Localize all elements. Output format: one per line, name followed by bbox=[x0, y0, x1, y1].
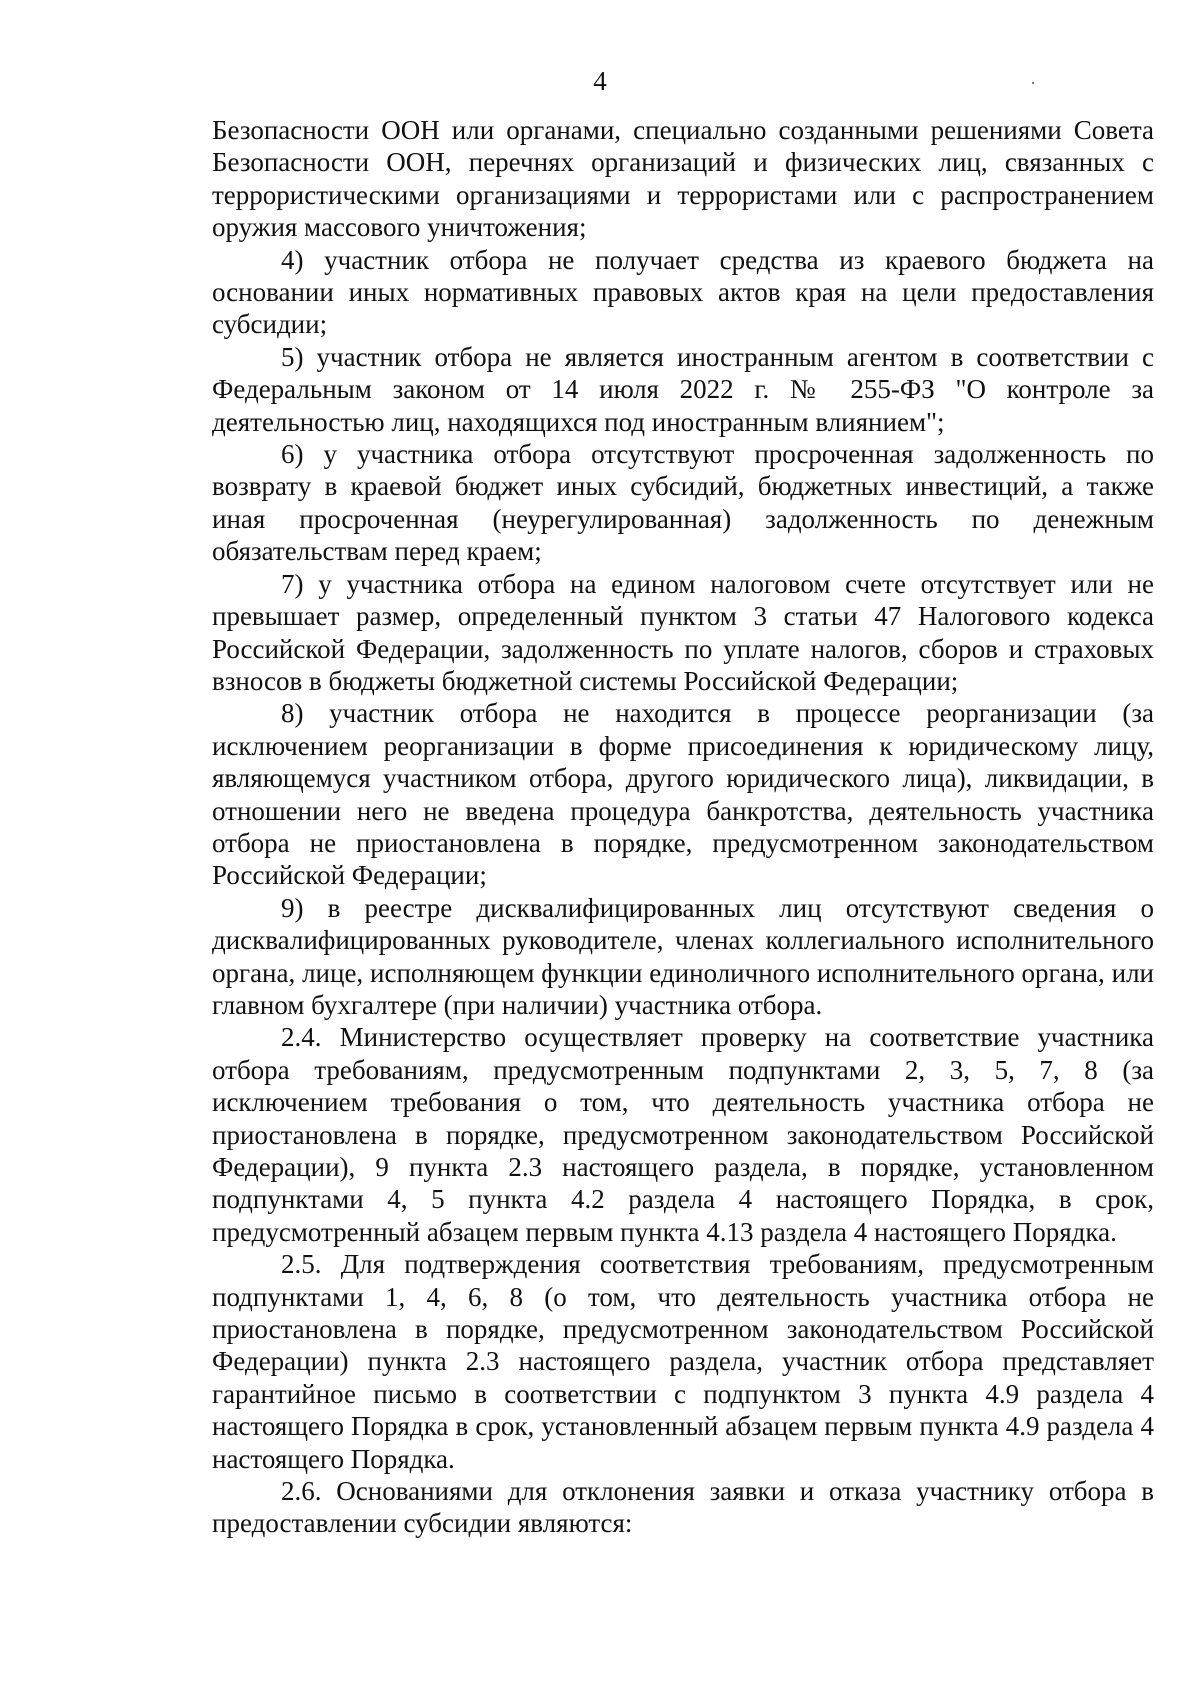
page-number: 4 bbox=[593, 66, 607, 96]
paragraph-continuation: Безопасности ООН или органами, специально созданными решениями Совета Безопасности ООН, перечнях организаций и физических лиц, связанных с террористическими организациями и террористами или с распространением оружия массового уничтожения; bbox=[212, 115, 1154, 243]
paragraph-2-4: 2.4. Министерство осуществляет проверку на соответствие участника отбора требованиям, предусмотренным подпунктами 2, 3, 5, 7, 8 (за исключением требования о том, что деятельность участника отбора не приостановлена в порядке, предусмотренном законодательством Российской Федерации), 9 пункта 2.3 настоящего раздела, в порядке, установленном подпунктами 4, 5 пункта 4.2 раздела 4 настоящего Порядка, в срок, предусмотренный абзацем первым пункта 4.13 раздела 4 настоящего Порядка. bbox=[212, 1022, 1154, 1247]
paragraph-item-7: 7) у участника отбора на едином налоговом счете отсутствует или не превышает размер, определенный пунктом 3 статьи 47 Налогового кодекса Российской Федерации, задолженность по уплате налогов, сборов и страховых взносов в бюджеты бюджетной системы Российской Федерации; bbox=[212, 568, 1154, 696]
paragraph-item-6: 6) у участника отбора отсутствуют просроченная задолженность по возврату в краевой бюджет иных субсидий, бюджетных инвестиций, а также иная просроченная (неурегулированная) задолженность по денежным обязательствам перед краем; bbox=[212, 439, 1154, 567]
document-body bbox=[212, 114, 1154, 1540]
paragraph-2-5: 2.5. Для подтверждения соответствия требованиям, предусмотренным подпунктами 1, 4, 6, 8 (о том, что деятельность участника отбора не приостановлена в порядке, предусмотренном законодательством Российской Федерации) пункта 2.3 настоящего раздела, участник отбора представляет гарантийное письмо в соответствии с подпунктом 3 пункта 4.9 раздела 4 настоящего Порядка в срок, установленный абзацем первым пункта 4.9 раздела 4 настоящего Порядка. bbox=[212, 1249, 1154, 1474]
paragraph-item-5: 5) участник отбора не является иностранным агентом в соответствии с Федеральным законом от 14 июля 2022 г. № 255-ФЗ "О контроле за деятельностью лиц, находящихся под иностранным влиянием"; bbox=[212, 341, 1154, 437]
paragraph-item-8: 8) участник отбора не находится в процессе реорганизации (за исключением реорганизации в форме присоединения к юридическому лицу, являющемуся участником отбора, другого юридического лица), ликвидации, в отношении него не введена процедура банкротства, деятельность участника отбора не приостановлена в порядке, предусмотренном законодательством Российской Федерации; bbox=[212, 698, 1154, 891]
paragraph-item-4: 4) участник отбора не получает средства из краевого бюджета на основании иных нормативных правовых актов края на цели предоставления субсидии; bbox=[212, 244, 1154, 340]
scan-speck bbox=[1032, 82, 1034, 84]
paragraph-item-9: 9) в реестре дисквалифицированных лиц отсутствуют сведения о дисквалифицированных руководителе, членах коллегиального исполнительного органа, лице, исполняющем функции единоличного исполнительного органа, или главном бухгалтере (при наличии) участника отбора. bbox=[212, 892, 1154, 1020]
paragraph-2-6: 2.6. Основаниями для отклонения заявки и отказа участнику отбора в предоставлении субсидии являются: bbox=[212, 1476, 1154, 1539]
